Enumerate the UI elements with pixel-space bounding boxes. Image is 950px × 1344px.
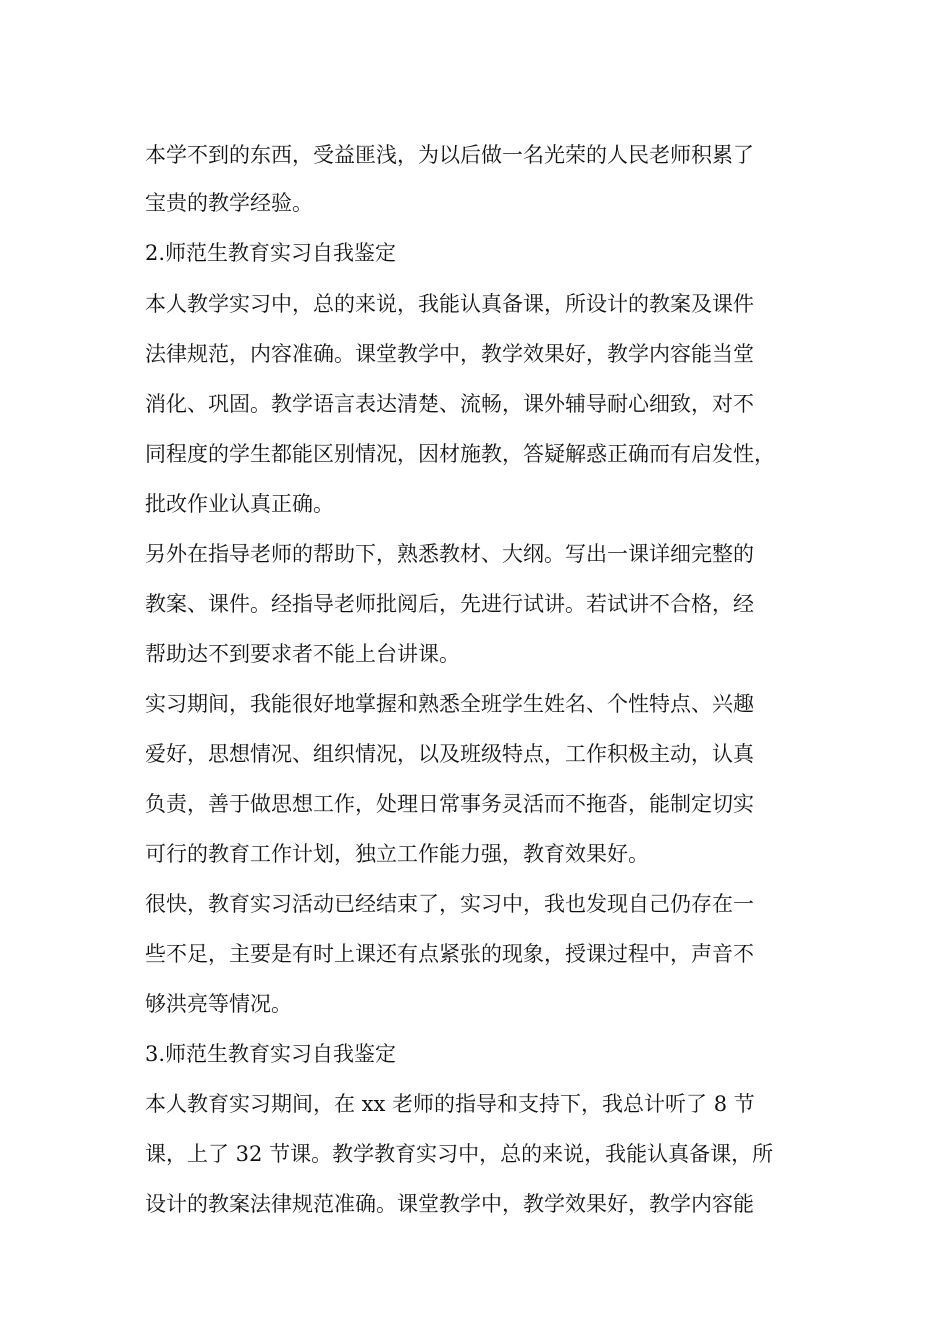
text-line: 可行的教育工作计划，独立工作能力强，教育效果好。 bbox=[145, 842, 649, 866]
text-line: 实习期间，我能很好地掌握和熟悉全班学生姓名、个性特点、兴趣 bbox=[145, 692, 754, 716]
text-line: 些不足，主要是有时上课还有点紧张的现象，授课过程中，声音不 bbox=[145, 942, 754, 966]
text-line: 设计的教案法律规范准确。课堂教学中，教学效果好，教学内容能 bbox=[145, 1192, 754, 1216]
text-line: 课，上了 32 节课。教学教育实习中，总的来说，我能认真备课，所 bbox=[145, 1142, 774, 1166]
text-line: 本人教学实习中，总的来说，我能认真备课，所设计的教案及课件 bbox=[145, 292, 754, 316]
text-line: 本学不到的东西，受益匪浅，为以后做一名光荣的人民老师积累了 bbox=[145, 143, 754, 167]
text-line: 够洪亮等情况。 bbox=[145, 992, 292, 1016]
text-line: 法律规范，内容准确。课堂教学中，教学效果好，教学内容能当堂 bbox=[145, 342, 754, 366]
text-line: 很快，教育实习活动已经结束了，实习中，我也发现自己仍存在一 bbox=[145, 892, 754, 916]
text-line: 另外在指导老师的帮助下，熟悉教材、大纲。写出一课详细完整的 bbox=[145, 542, 754, 566]
section-heading: 2.师范生教育实习自我鉴定 bbox=[145, 241, 397, 265]
text-line: 宝贵的教学经验。 bbox=[145, 191, 313, 215]
text-line: 同程度的学生都能区别情况，因材施教，答疑解惑正确而有启发性， bbox=[145, 442, 775, 466]
section-heading: 3.师范生教育实习自我鉴定 bbox=[145, 1042, 397, 1066]
text-line: 负责，善于做思想工作，处理日常事务灵活而不拖沓，能制定切实 bbox=[145, 792, 754, 816]
text-line: 消化、巩固。教学语言表达清楚、流畅，课外辅导耐心细致，对不 bbox=[145, 392, 754, 416]
text-line: 本人教育实习期间，在 xx 老师的指导和支持下，我总计听了 8 节 bbox=[145, 1092, 755, 1116]
text-line: 帮助达不到要求者不能上台讲课。 bbox=[145, 642, 460, 666]
text-line: 爱好，思想情况、组织情况，以及班级特点，工作积极主动，认真 bbox=[145, 742, 754, 766]
text-line: 批改作业认真正确。 bbox=[145, 492, 334, 516]
text-line: 教案、课件。经指导老师批阅后，先进行试讲。若试讲不合格，经 bbox=[145, 592, 754, 616]
